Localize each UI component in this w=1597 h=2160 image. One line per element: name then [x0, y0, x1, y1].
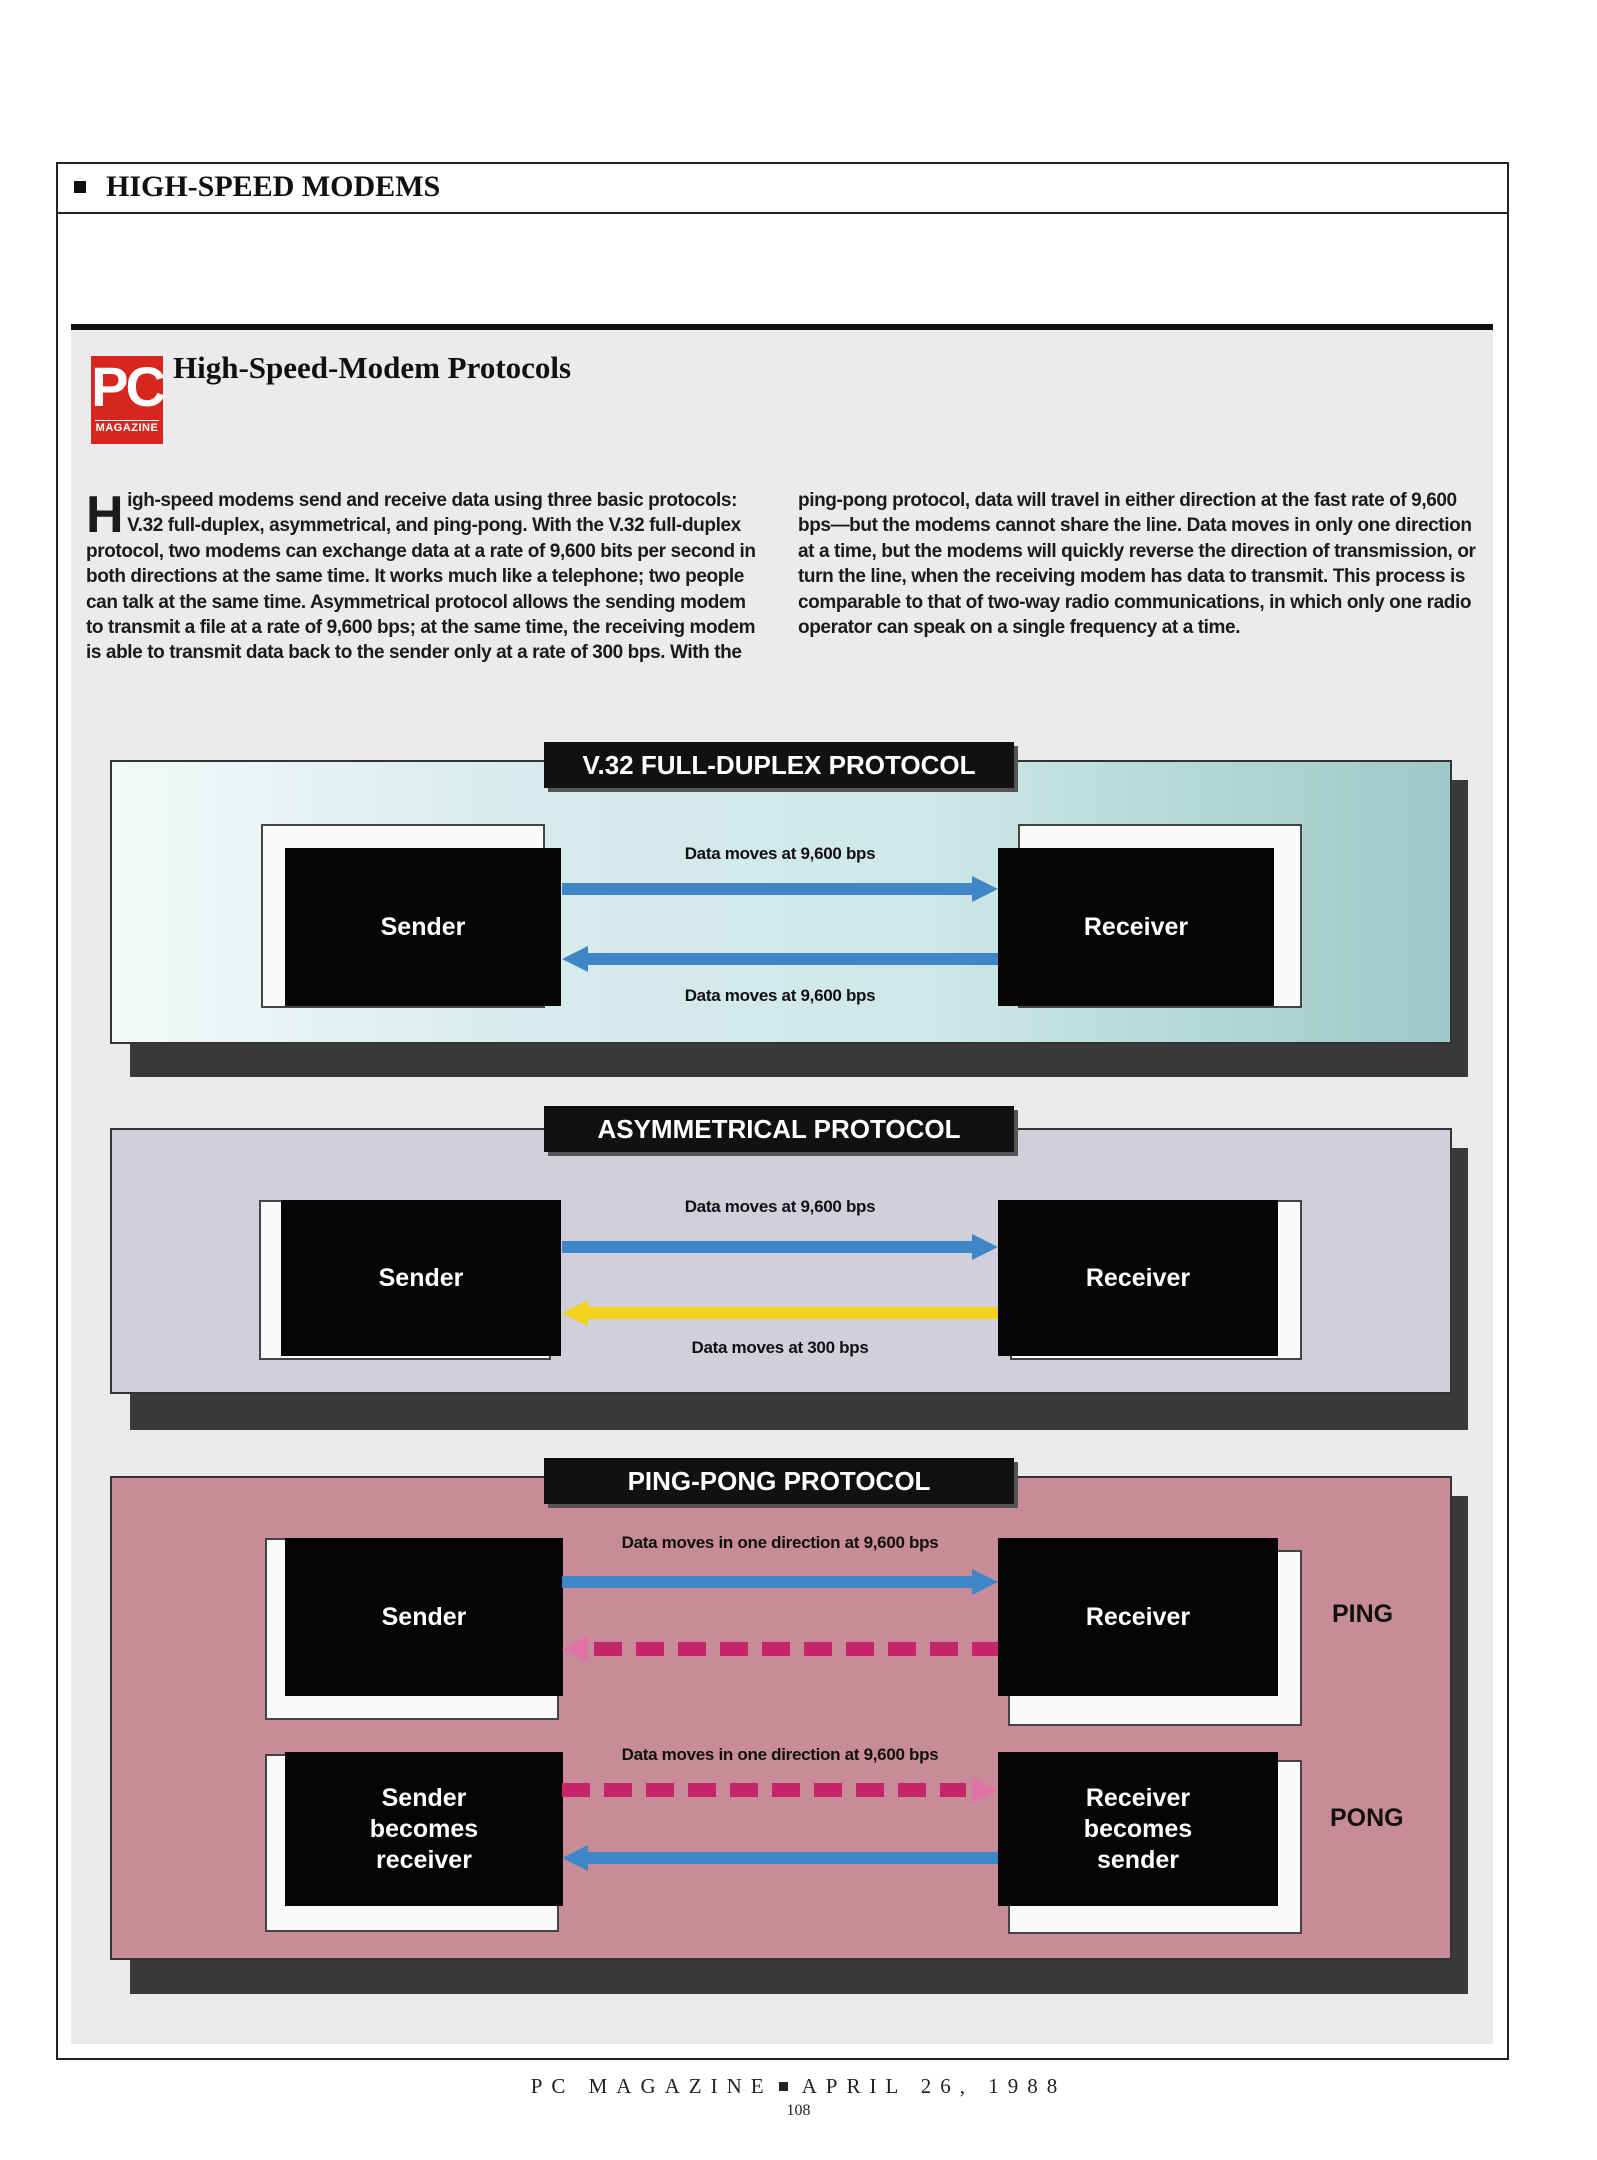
asym-top-label: Data moves at 9,600 bps [684, 1197, 876, 1216]
asym-title [544, 1106, 1014, 1152]
asym-bottom-label: Data moves at 300 bps [691, 1338, 869, 1357]
v32-sender [285, 848, 561, 1006]
asym-arrow-right [562, 1232, 998, 1262]
pong-receiver-line-3: sender [1097, 1845, 1179, 1874]
v32-arrow-right [562, 874, 998, 904]
pong-sender-line-2: becomes [369, 1814, 479, 1843]
drop-cap: H [86, 486, 124, 544]
pong-receiver-text [1084, 1783, 1192, 1876]
ping-receiver-label: Receiver [1085, 1602, 1191, 1631]
pong-receiver [998, 1752, 1278, 1906]
body-text-right: ping-pong protocol, data will travel in either direction at the fast rate of 9,600 bps—but the modems cannot share the line. Data moves in only one direction at a time, but the modems will quickly reverse the direction of transmission, or turn the line, when the receiving modem has data to transmit. This process is comparable to that of two-way radio communications, in which only one radio operator can speak on a single frequency at a time. [798, 490, 1476, 639]
header-square-icon [74, 181, 86, 193]
asym-title-text: ASYMMETRICAL PROTOCOL [597, 1114, 961, 1144]
pong-label: Data moves in one direction at 9,600 bps [621, 1745, 939, 1764]
header-title: HIGH-SPEED MODEMS [106, 170, 441, 203]
pong-receiver-line-2: becomes [1083, 1814, 1193, 1843]
v32-arrow-left [562, 944, 998, 974]
footer-magazine: PC MAGAZINE [530, 2074, 773, 2098]
v32-title-text: V.32 FULL-DUPLEX PROTOCOL [582, 750, 976, 780]
body-text-left: igh-speed modems send and receive data using three basic protocols: V.32 full-duplex, asymmetrical, and ping-pong. With the V.32 full-duplex protocol, two modems can exchange data at a rate of 9,600 bits per second in both directions at the same time. It works much like a telephone; two people can talk at the same time. Asymmetrical protocol allows the sending modem to transmit a file at a rate of 9,600 bps; at the same time, the receiving modem is able to transmit data back to the sender only at a rate of 300 bps. With the [86, 490, 756, 664]
ping-arrow-left-dashed [562, 1634, 998, 1664]
asym-receiver-label: Receiver [1085, 1263, 1191, 1292]
pong-receiver-line-1: Receiver [1085, 1783, 1191, 1812]
asym-sender-label: Sender [378, 1263, 464, 1292]
pong-arrow-right-dashed [562, 1775, 998, 1805]
pong-arrow-left [562, 1843, 998, 1873]
v32-bottom-label: Data moves at 9,600 bps [684, 986, 876, 1005]
asym-arrow-left [562, 1298, 998, 1328]
page-footer [0, 2074, 1597, 2099]
pong-sender-line-3: receiver [376, 1845, 472, 1874]
section-header [56, 162, 1509, 214]
pingpong-title [544, 1458, 1014, 1504]
page-number: 108 [786, 2102, 811, 2119]
ping-sender-label: Sender [381, 1602, 467, 1631]
asym-receiver [998, 1200, 1278, 1356]
v32-sender-label: Sender [380, 912, 466, 941]
ping-receiver [998, 1538, 1278, 1696]
footer-date: APRIL 26, 1988 [801, 2074, 1067, 2098]
ping-side-label: PING [1332, 1600, 1394, 1628]
ping-sender [285, 1538, 563, 1696]
ping-label: Data moves in one direction at 9,600 bps [621, 1533, 939, 1552]
footer-square-icon [779, 2082, 788, 2091]
pingpong-title-text: PING-PONG PROTOCOL [627, 1466, 931, 1496]
body-column-right [798, 488, 1480, 640]
sidebar-title: High-Speed-Modem Protocols [173, 350, 572, 385]
v32-title [544, 742, 1014, 788]
asym-sender [281, 1200, 561, 1356]
v32-receiver [998, 848, 1274, 1006]
logo-sub: MAGAZINE [95, 422, 159, 434]
pong-sender [285, 1752, 563, 1906]
pong-side-label: PONG [1330, 1804, 1404, 1832]
logo-main: PC [91, 355, 163, 418]
body-column-left [86, 488, 766, 666]
v32-receiver-label: Receiver [1083, 912, 1189, 941]
pong-sender-line-1: Sender [381, 1783, 467, 1812]
ping-arrow-right [562, 1567, 998, 1597]
pc-magazine-logo [91, 356, 163, 444]
v32-top-label: Data moves at 9,600 bps [684, 844, 876, 863]
pong-sender-text [370, 1783, 478, 1876]
